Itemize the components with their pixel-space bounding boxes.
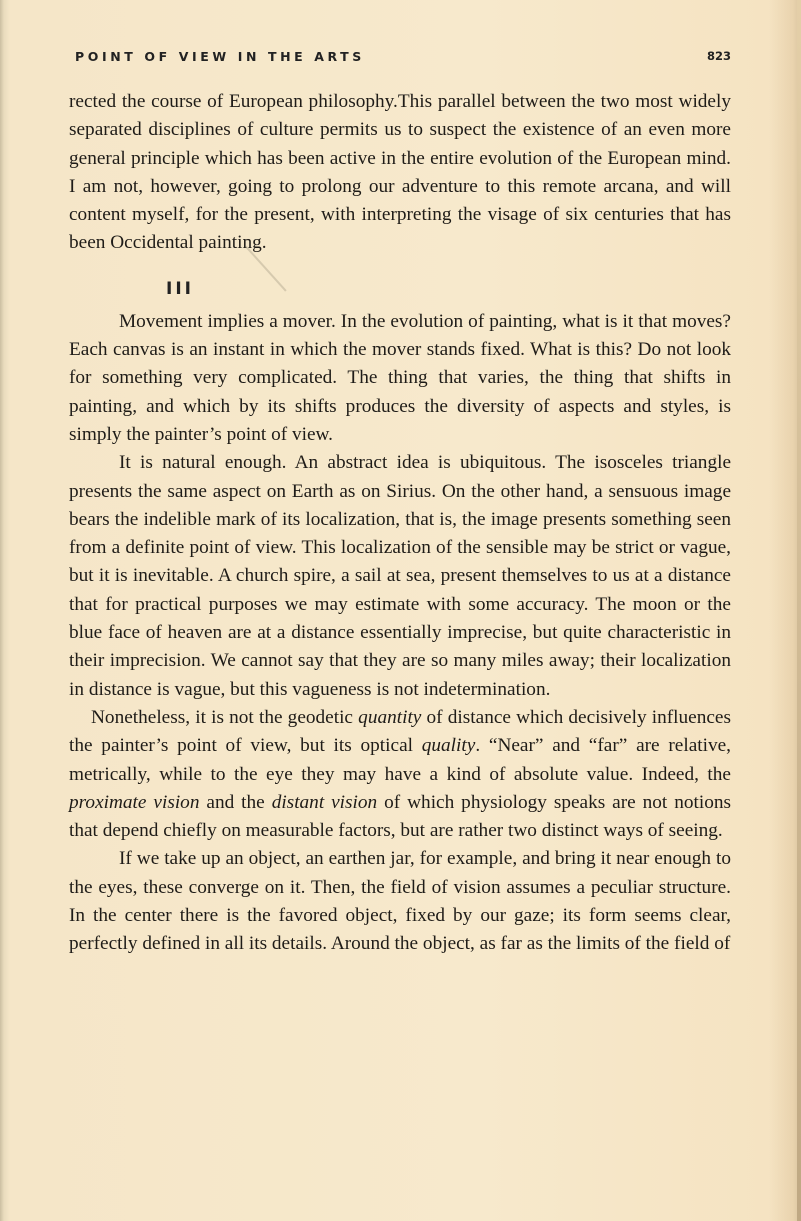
text-run: of distance which decisively influences the painter’s point of view, but its optical xyxy=(69,706,731,757)
page-header xyxy=(75,49,731,69)
page-number: 823 xyxy=(706,49,731,63)
paragraph xyxy=(69,704,731,845)
section-numeral: III xyxy=(166,278,194,299)
italic-term: proximate vision xyxy=(69,791,200,813)
paragraph: It is natural enough. An abstract idea is ubiquitous. The isosceles triangle presents the same aspect on Earth as on Sirius. On the other hand, a sensuous image bears the indelible mark of its localization, that is, the image presents something seen from a definite point of view. This localization of the sensible may be strict or vague, but it is inevitable. A church spire, a sail at sea, present themselves to us at a distance that for practical purposes we may estimate with some accuracy. The moon or the blue face of heaven are at a distance essentially imprecise, but quite characteristic in their imprecision. We cannot say that they are so many miles away; their localization in distance is vague, but this vagueness is not indetermination. xyxy=(69,452,731,700)
page-edge-shadow xyxy=(797,0,801,1221)
text-run: . “Near” and “far” are relative, metrically, while to the eye they may have a kind of absolute value. Indeed, the xyxy=(69,735,731,785)
italic-term: quantity xyxy=(358,706,422,728)
text-run: of which physiology speaks are not notions that depend chiefly on measurable factors, but are rather two distinct ways of seeing. xyxy=(69,791,732,842)
body-text xyxy=(69,88,731,959)
text-run: Nonetheless, it is not the geodetic xyxy=(91,706,359,728)
paragraph-continued: rected the course of European philosophy.This parallel between the two most widely separated disciplines of culture permits us to suspect the existence of an even more general principle which has been active in the entire evolution of the European mind. I am not, however, going to prolong our adventure to this remote arcana, and will content myself, for the present, with interpreting the visage of six centuries that has been Occidental painting. xyxy=(69,91,731,254)
text-run: and the xyxy=(199,791,272,813)
running-head: POINT OF VIEW IN THE ARTS xyxy=(75,49,365,64)
italic-term: distant vision xyxy=(271,791,378,813)
paragraph: If we take up an object, an earthen jar, for example, and bring it near enough to the eyes, these converge on it. Then, the field of vision assumes a peculiar structure. In the center there is the favored object, fixed by our gaze; its form seems clear, perfectly defined in all its details. Around the object, as far as the limits of the field of xyxy=(69,848,731,955)
italic-term: quality xyxy=(421,735,476,757)
paragraph: Movement implies a mover. In the evolution of painting, what is it that moves? Each canvas is an instant in which the mover stands fixed. What is this? Do not look for something very complicated. The thing that varies, the thing that shifts in painting, and which by its shifts produces the diversity of aspects and styles, is simply the painter’s point of view. xyxy=(69,310,731,445)
